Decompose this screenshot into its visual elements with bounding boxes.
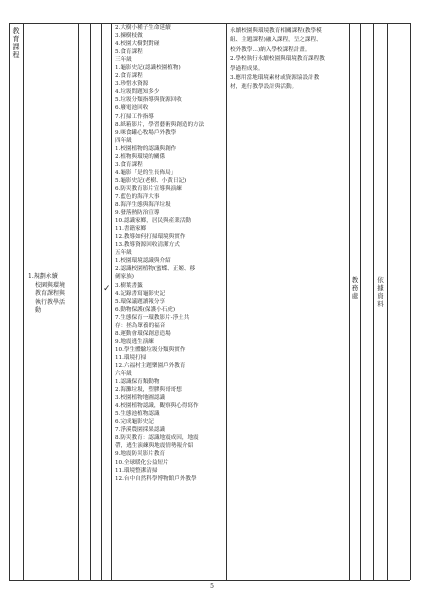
category-label: 教育課程 [12, 27, 20, 59]
curriculum-item: 11.環境整潔清掃 [115, 467, 158, 474]
plan-line: 永續校園與環境教育相關課程(教學模 [230, 28, 322, 34]
table-border-top [9, 23, 410, 24]
curriculum-item: 10.認識家鄉，居民與產業活動 [115, 218, 192, 225]
curriculum-item: 5.食育課程 [115, 49, 143, 56]
curriculum-item: 11.環境打掃 [115, 354, 147, 361]
curriculum-item: 9.地震逃生演練 [115, 338, 154, 345]
curriculum-item: 8.紙箱影片，學習藝術與創造的方法 [115, 121, 205, 128]
curriculum-item: 7.生態保育一環教影片-淨土共 [115, 314, 190, 321]
curriculum-item: 6.動物保護(保護小石虎) [115, 306, 176, 313]
plan-line: 2.學校執行永續校園與環境教育課程教 [230, 56, 325, 63]
curriculum-item: 2.大樹小種子生命延續 [115, 25, 171, 31]
plan-text [230, 27, 325, 93]
table-divider [226, 23, 227, 580]
curriculum-item: 2.植物與環境的關係 [115, 153, 166, 160]
curriculum-item: 6.廢電池回收 [115, 105, 149, 112]
curriculum-item: 2.海灘垃圾，塑膠與哥哥想 [115, 387, 182, 394]
curriculum-item: 帶，逃生演練與地震情勢報介紹 [115, 443, 194, 450]
curriculum-item: 8.運動會環保創意造場 [115, 330, 171, 337]
curriculum-item: 1.認識保育類動物 [115, 379, 160, 386]
curriculum-item: 7.打掃工作指導 [115, 113, 154, 120]
curriculum-item: 3.揀樹枝做 [115, 33, 143, 40]
curriculum-item: 4.記錄書寫龜影史記 [115, 290, 166, 297]
curriculum-item: 三年級 [115, 57, 132, 64]
curriculum-item: 4.垃圾問題知多少 [115, 89, 160, 96]
curriculum-item: 1.校園環境認識與介紹 [115, 258, 171, 265]
indicator-line: 校園與環境 [35, 281, 66, 289]
table-divider [111, 23, 112, 580]
curriculum-item: 4.校園大樹對對碰 [115, 41, 160, 48]
curriculum-item: 1.校園植物的認識與創作 [115, 145, 177, 152]
curriculum-item: 五年級 [115, 250, 132, 257]
indicator-text [28, 273, 65, 316]
curriculum-item: 6.防災教育影片宣導與演練 [115, 185, 182, 192]
indicator-line: 執行教學活 [35, 298, 66, 306]
curriculum-item: 劍家族) [115, 274, 134, 281]
curriculum-item: 5.環保議題讀報分享 [115, 298, 166, 305]
curriculum-item: 13.教導資源回收清潔方式 [115, 242, 180, 249]
plan-line: 校外教學…)納入學校課程計畫。 [230, 46, 311, 53]
curriculum-item: 9.地震防災影片教育 [115, 451, 166, 458]
evidence-label: 依據資料 [377, 276, 384, 308]
plan-line: 材，進行教學設計與活動。 [230, 84, 298, 91]
table-divider [90, 23, 91, 580]
curriculum-item: 5.龜影史記(老樹、小黃日記) [115, 177, 187, 184]
curriculum-item: 12.台中自然科學博物館戶外教學 [115, 475, 197, 482]
table-border-left [9, 23, 10, 580]
curriculum-item: 7.藍色的海洋大事 [115, 193, 160, 200]
curriculum-item: 4.龜影「是的生長佈局」 [115, 169, 177, 176]
responsible-unit: 教務處 [351, 276, 359, 300]
page-number: 5 [210, 583, 214, 590]
table-border-bottom [9, 580, 410, 581]
plan-line: 學過程成果。 [230, 65, 264, 72]
table-divider [23, 23, 24, 580]
curriculum-item: 10.學生體驗垃圾分類與實作 [115, 346, 186, 353]
curriculum-item: 四年級 [115, 137, 132, 144]
curriculum-item: 2.認識校園植物(蜜蝶、正姬、移 [115, 266, 196, 273]
indicator-line: 動 [35, 307, 42, 315]
curriculum-item: 3.珍惜水資源 [115, 81, 149, 88]
table-divider [78, 23, 79, 580]
curriculum-item: 3.食育課程 [115, 161, 143, 168]
curriculum-item: 10.全球暖化公益短片 [115, 459, 169, 466]
table-divider [349, 23, 350, 580]
curriculum-item: 12.教導如何打掃環境與實作 [115, 234, 186, 241]
curriculum-item: 9.咪食罐心牧場戶外教學 [115, 129, 177, 136]
curriculum-item: 8.防災教育：認識地震成因，地震 [115, 435, 199, 442]
curriculum-item: 7.淨溪農園採果認識 [115, 427, 166, 434]
curriculum-item: 9.發落熱防治宣導 [115, 210, 160, 217]
table-border-right [410, 23, 411, 580]
curriculum-item: 4.校園植物認識，觀察與心得寫作 [115, 403, 199, 410]
table-divider [387, 23, 388, 580]
indicator-line: 規劃永續 [33, 273, 58, 280]
curriculum-item: 3.校園植物地圖認識 [115, 395, 166, 402]
curriculum-item: 5.生態池植物認識 [115, 411, 160, 418]
curriculum-item: 8.海洋生態與海洋垃圾 [115, 202, 171, 209]
plan-line: 3.應用當地環境素材或資源協設計教 [230, 74, 320, 81]
curriculum-item: 5.垃圾分類指導與資源回收 [115, 97, 182, 104]
curriculum-item: 12.六福村主題樂園戶外教育 [115, 362, 186, 369]
indicator-line: 教育課程與 [35, 290, 66, 298]
curriculum-item: 11.書籍家鄉 [115, 226, 147, 233]
checkmark: ✓ [103, 284, 111, 294]
curriculum-list [115, 24, 204, 483]
indicator-number: 1. [28, 273, 34, 280]
plan-line: 組、主題課程)融入課程，呈之課程、 [230, 37, 322, 44]
curriculum-item: 2.食育課程 [115, 73, 143, 80]
curriculum-item: 3.樹葉書籤 [115, 282, 143, 289]
table-divider [101, 23, 102, 580]
curriculum-item: 存：拯為眾養的福音 [115, 322, 166, 329]
table-divider [373, 23, 374, 580]
curriculum-item: 1.龜影史記(認識校園植物) [115, 65, 181, 72]
table-divider [360, 23, 361, 580]
curriculum-item: 6.完成龜影史記 [115, 419, 154, 426]
curriculum-item: 六年級 [115, 371, 132, 378]
